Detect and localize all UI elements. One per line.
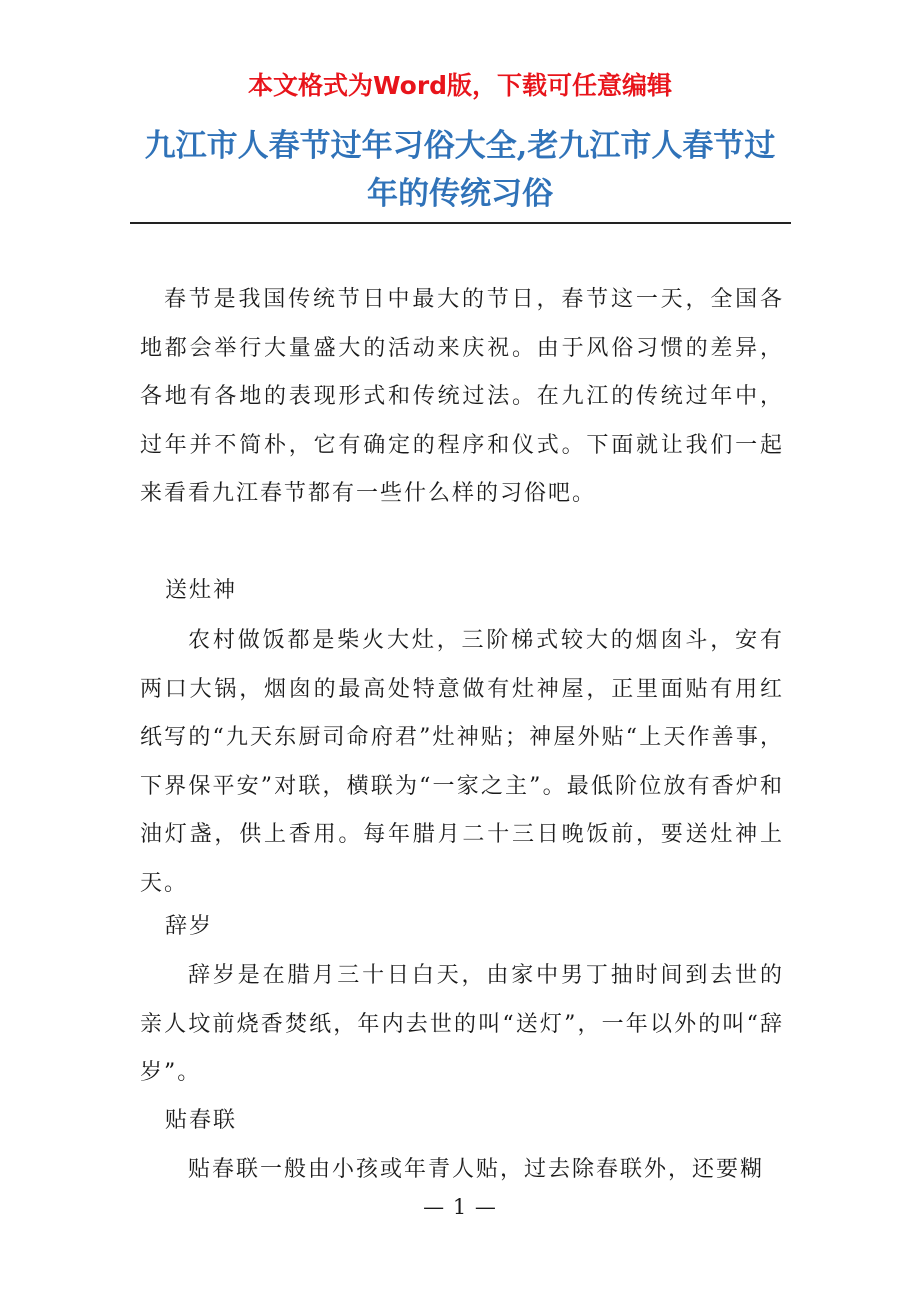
- section-heading-couplets: 贴春联: [165, 1108, 238, 1133]
- section-body-kitchen-god: 农村做饭都是柴火大灶，三阶梯式较大的烟囱斗，安有两口大锅，烟囱的最高处特意做有灶神屋，正里面贴有用红纸写的“九天东厨司命府君”灶神贴；神屋外贴“上天作善事，下界保平安”对联，横联为“一家之主”。最低阶位放有香炉和油灯盏，供上香用。每年腊月二十三日晚饭前，要送灶神上天。: [140, 628, 784, 896]
- page-number: — 1 —: [423, 1195, 497, 1219]
- format-banner: 本文格式为Word版，下载可任意编辑: [247, 71, 673, 100]
- section-heading-kitchen-god: 送灶神: [165, 578, 238, 603]
- title-divider: [130, 222, 791, 224]
- document-title: 九江市人春节过年习俗大全,老九江市人春节过年的传统习俗: [144, 128, 776, 212]
- intro-paragraph: 春节是我国传统节日中最大的节日，春节这一天，全国各地都会举行大量盛大的活动来庆祝。由于风俗习惯的差异，各地有各地的表现形式和传统过法。在九江的传统过年中，过年并不简朴，它有确定的程序和仪式。下面就让我们一起来看看九江春节都有一些什么样的习俗吧。: [140, 287, 784, 507]
- section-body-farewell-year: 辞岁是在腊月三十日白天，由家中男丁抽时间到去世的亲人坟前烧香焚纸，年内去世的叫“送灯”，一年以外的叫“辞岁”。: [140, 963, 784, 1086]
- section-heading-farewell-year: 辞岁: [165, 914, 214, 939]
- section-body-couplets: 贴春联一般由小孩或年青人贴，过去除春联外，还要糊: [188, 1157, 765, 1182]
